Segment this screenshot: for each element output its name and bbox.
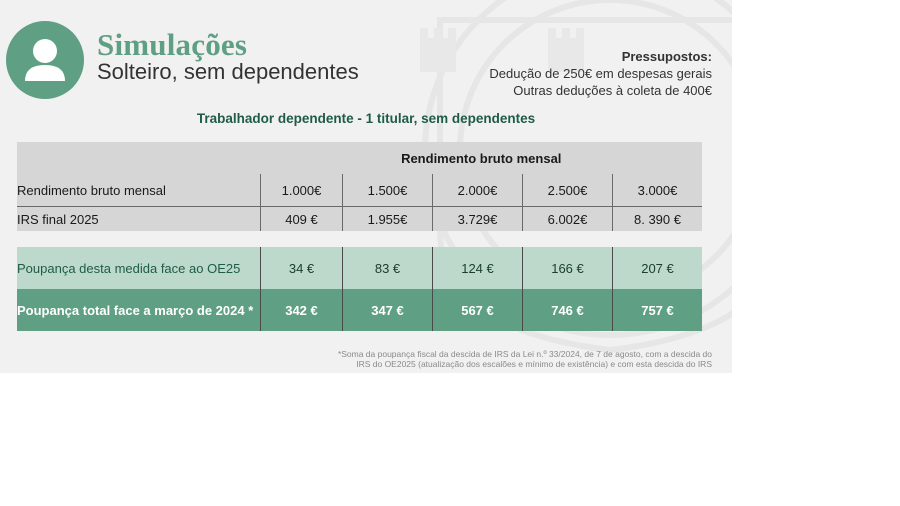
table-header: Rendimento bruto mensal [261,142,703,174]
simulation-table [17,142,702,331]
savings-row [17,247,702,289]
assumptions [489,48,712,99]
footnote-line: IRS do OE2025 (atualização dos escalões e mínimo de existência) e com esta descida do IRS [356,359,712,369]
user-icon [6,21,84,99]
table-cell: 567 € [433,289,523,331]
assumptions-heading: Pressupostos: [621,49,712,64]
footnote [332,349,712,369]
assumption-line: Outras deduções à coleta de 400€ [513,83,712,98]
table-cell: 3.729€ [433,207,523,232]
table-cell: 207 € [613,247,703,289]
table-cell: 8. 390 € [613,207,703,232]
savings-total-row [17,289,702,331]
table-cell: 409 € [261,207,343,232]
row-label: IRS final 2025 [17,207,261,232]
table-cell: 342 € [261,289,343,331]
table-header-row [17,142,702,174]
table-row [17,207,702,232]
table-cell: 746 € [523,289,613,331]
table-cell: 1.500€ [343,174,433,207]
footnote-line: *Soma da poupança fiscal da descida de IRS da Lei n.º 33/2024, de 7 de agosto, com a descida do [337,349,712,359]
table-cell: 6.002€ [523,207,613,232]
table-cell: 124 € [433,247,523,289]
table-cell: 34 € [261,247,343,289]
table-cell: 3.000€ [613,174,703,207]
table-cell: 757 € [613,289,703,331]
table-row [17,174,702,207]
row-label: Poupança desta medida face ao OE25 [17,247,261,289]
row-label: Poupança total face a março de 2024 * [17,289,261,331]
table-cell: 1.000€ [261,174,343,207]
table-cell: 83 € [343,247,433,289]
row-label: Rendimento bruto mensal [17,174,261,207]
table-cell: 1.955€ [343,207,433,232]
assumption-line: Dedução de 250€ em despesas gerais [489,66,712,81]
avatar [6,21,84,99]
table-cell: 347 € [343,289,433,331]
page-title: Simulações [97,27,248,62]
table-cell: 2.000€ [433,174,523,207]
table-cell: 166 € [523,247,613,289]
section-title: Trabalhador dependente - 1 titular, sem dependentes [196,111,536,126]
page-subtitle: Solteiro, sem dependentes [97,59,359,84]
table-cell: 2.500€ [523,174,613,207]
